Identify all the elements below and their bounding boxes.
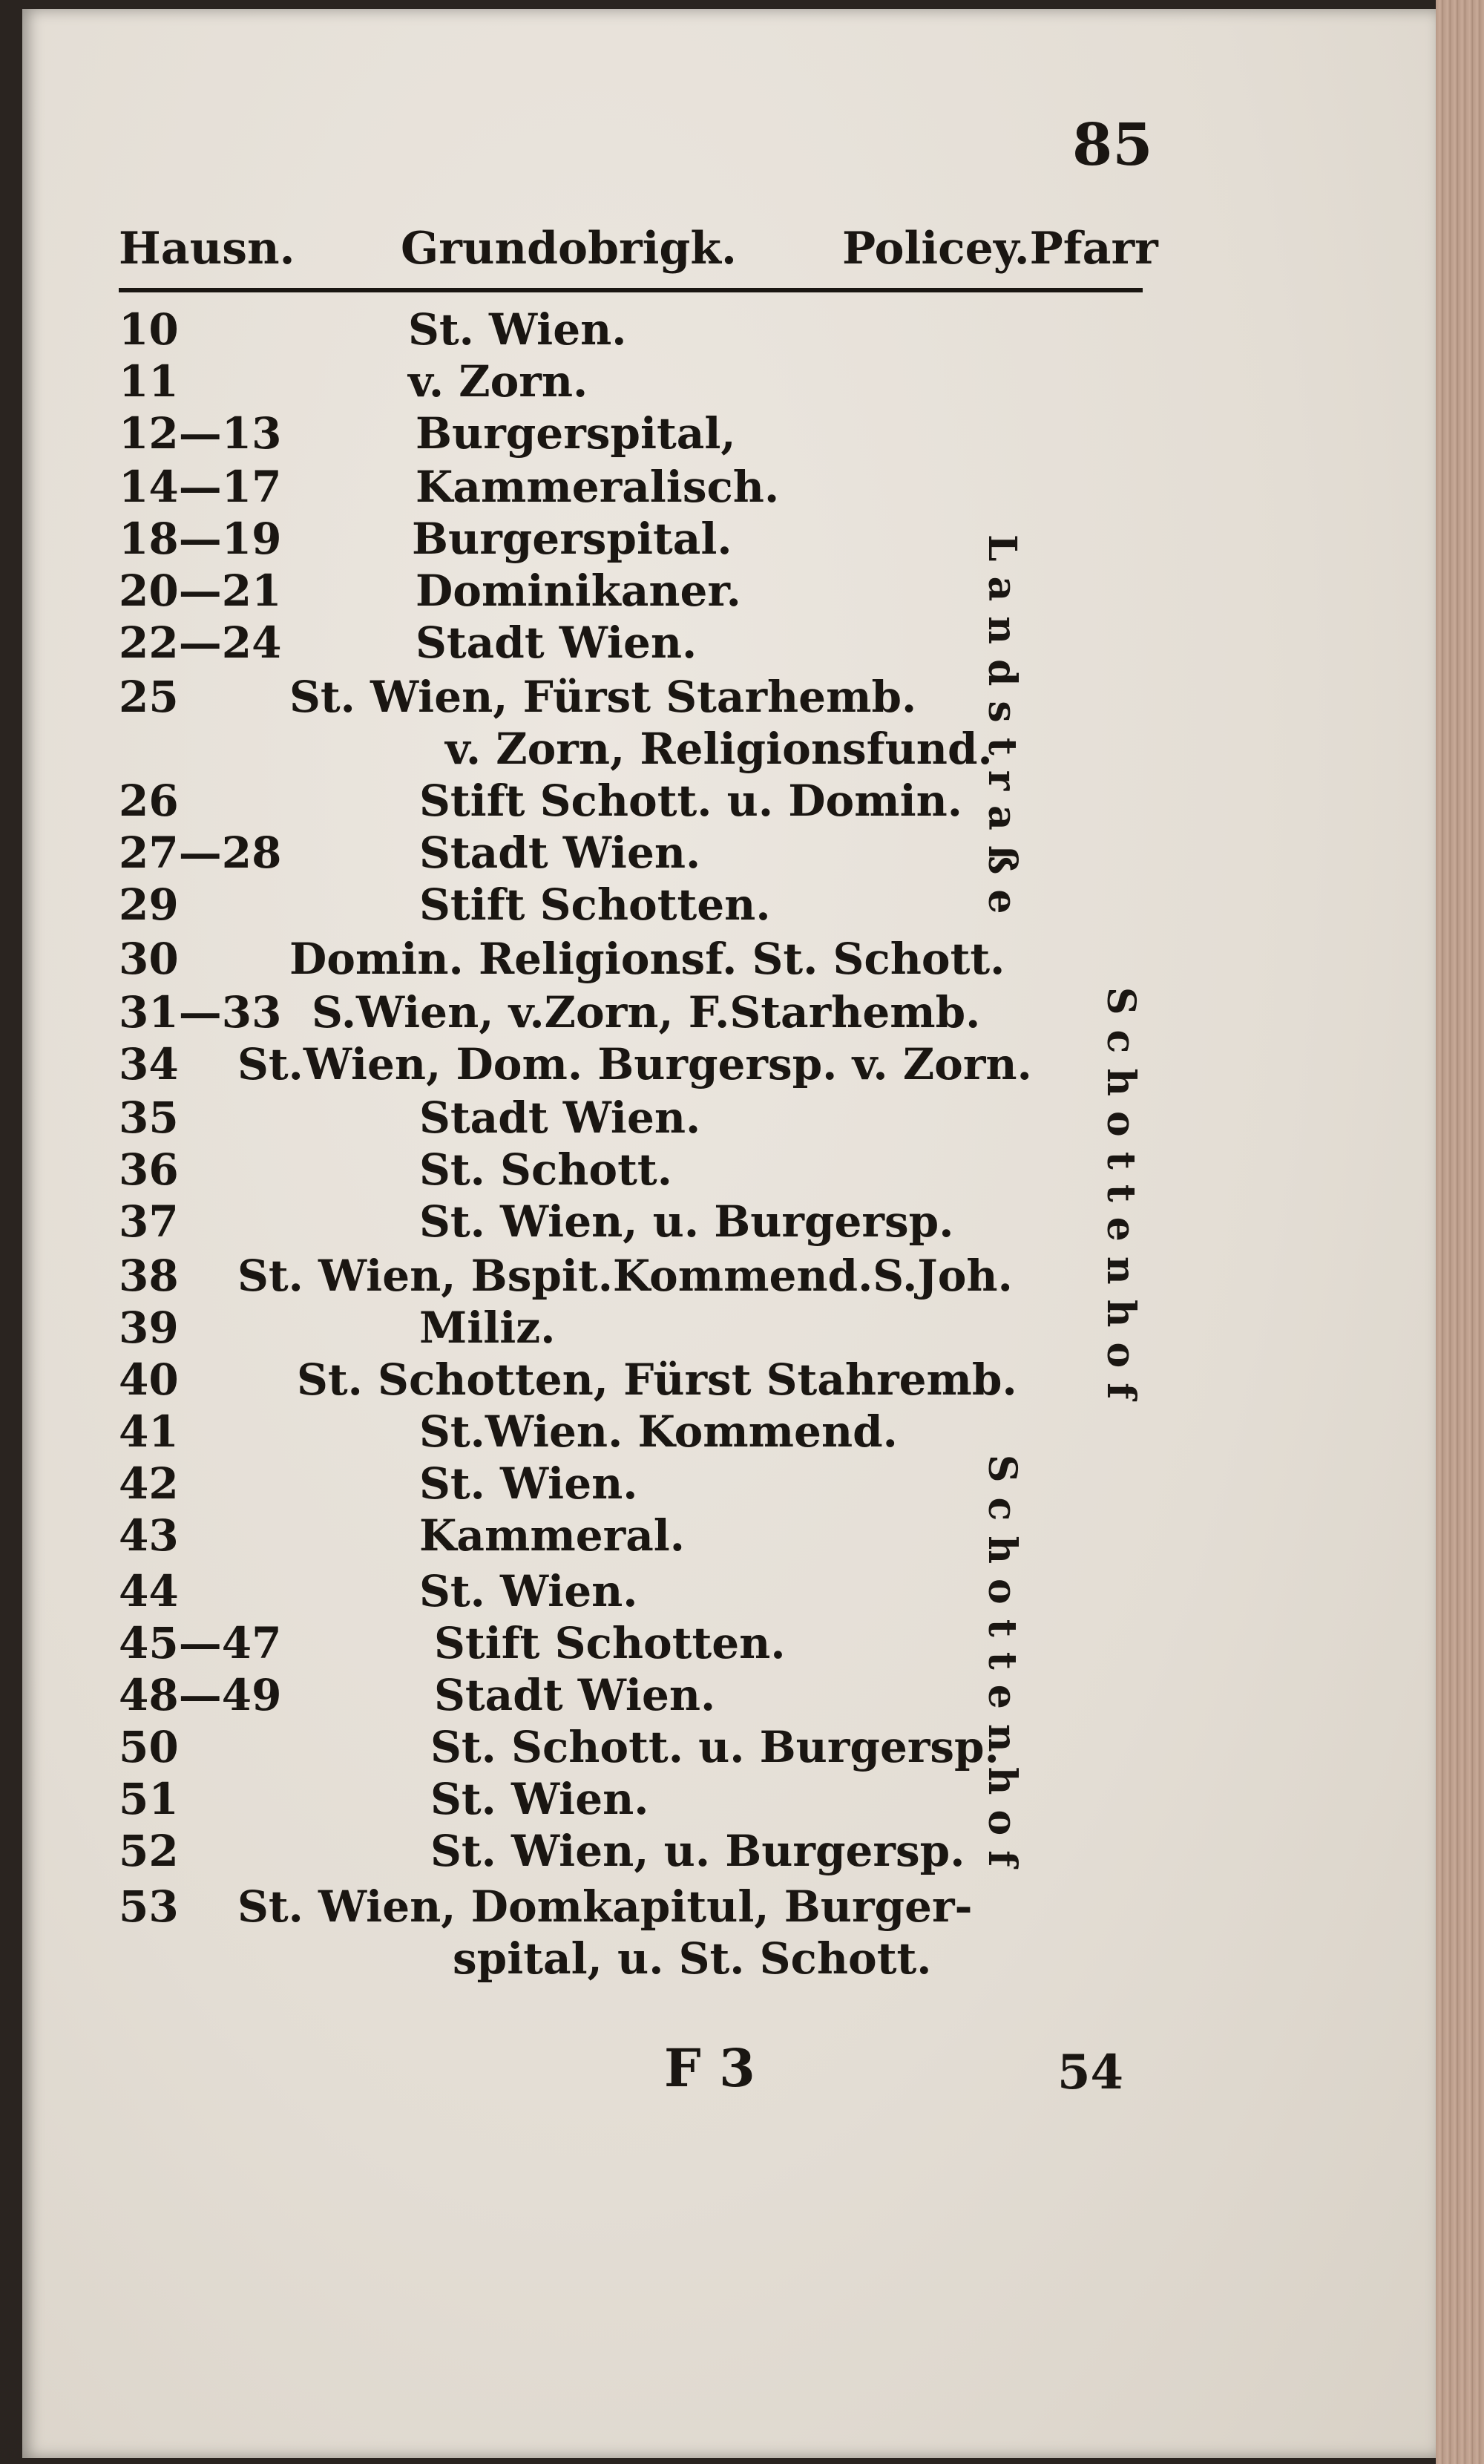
house-number: 53 (119, 1881, 179, 1932)
vertical-label-policey-2: Schottenhof (979, 1455, 1025, 1882)
header-rule (119, 288, 1143, 292)
page-number: 85 (1072, 111, 1153, 179)
table-row (119, 1618, 1009, 1670)
table-row (119, 1933, 1009, 1985)
table-row (119, 1251, 1013, 1303)
land-owner: St.Wien, Dom. Burgersp. v. Zorn. (237, 1039, 1032, 1090)
house-number: 35 (119, 1092, 179, 1143)
land-owner: St. Wien. (408, 304, 627, 355)
land-owner: Burgerspital. (412, 514, 732, 564)
land-owner: Burgerspital, (416, 408, 736, 459)
land-owner: St. Wien, Domkapitul, Burger- (237, 1881, 973, 1932)
land-owner: Domin. Religionsf. St. Schott. (289, 934, 1005, 984)
house-number: 52 (119, 1826, 179, 1876)
house-number: 26 (119, 776, 179, 826)
vertical-label-pfarr: Schottenhof (1098, 987, 1143, 1415)
land-owner: Stift Schott. u. Domin. (419, 776, 962, 826)
table-row (119, 304, 1009, 356)
table-row (119, 566, 1009, 617)
house-number: 14—17 (119, 462, 282, 512)
table-row (119, 1303, 1009, 1354)
house-number: 36 (119, 1144, 179, 1195)
house-number: 38 (119, 1251, 179, 1301)
land-owner: spital, u. St. Schott. (453, 1933, 932, 1984)
land-owner: St. Wien. (419, 1458, 638, 1509)
house-number: 48—49 (119, 1670, 282, 1720)
house-number: 25 (119, 672, 179, 722)
header-house-number: Hausn. (119, 223, 295, 275)
land-owner: St. Wien, Fürst Starhemb. (289, 672, 917, 722)
table-row (119, 879, 1009, 931)
house-number: 43 (119, 1510, 179, 1561)
land-owner: St. Schott. u. Burgersp. (430, 1722, 999, 1772)
table-row (119, 1510, 1009, 1562)
house-number: 11 (119, 356, 179, 407)
table-row (119, 1722, 1009, 1774)
table-row (119, 776, 1009, 828)
house-number: 37 (119, 1196, 179, 1247)
house-number: 50 (119, 1722, 179, 1772)
land-owner: St. Wien, u. Burgersp. (430, 1826, 965, 1876)
house-number: 51 (119, 1774, 179, 1824)
house-number: 31—33 (119, 987, 282, 1038)
land-owner: St. Wien. (430, 1774, 649, 1824)
land-owner: Dominikaner. (416, 566, 741, 616)
house-number: 39 (119, 1303, 179, 1353)
page-edge (1436, 0, 1484, 2464)
house-number: 34 (119, 1039, 179, 1090)
land-owner: S.Wien, v.Zorn, F.Starhemb. (312, 987, 981, 1038)
house-number: 12—13 (119, 408, 282, 459)
land-owner: Stadt Wien. (416, 617, 697, 668)
land-owner: St. Schotten, Fürst Stahremb. (297, 1354, 1017, 1405)
table-row (119, 617, 1009, 669)
table-row (119, 934, 1009, 986)
table-row (119, 408, 1009, 460)
signature-mark: F 3 (664, 2037, 755, 2099)
land-owner: Stadt Wien. (419, 828, 701, 878)
table-row (119, 724, 1009, 776)
house-number: 42 (119, 1458, 179, 1509)
table-row (119, 1670, 1009, 1722)
land-owner: St.Wien. Kommend. (419, 1406, 898, 1457)
table-row (119, 462, 1009, 514)
table-header (119, 223, 1158, 282)
table-row (119, 1826, 1009, 1878)
table-row (119, 1196, 1009, 1248)
land-owner: Stadt Wien. (419, 1092, 701, 1143)
land-owner: Stift Schotten. (434, 1618, 786, 1668)
vertical-label-policey-1: Landstraße (979, 534, 1025, 929)
header-land-owner: Grundobrigk. (401, 223, 737, 275)
house-number: 20—21 (119, 566, 282, 616)
table-row (119, 987, 1009, 1039)
house-number: 40 (119, 1354, 179, 1405)
land-owner: St. Wien, Bspit.Kommend.S.Joh. (237, 1251, 1013, 1301)
house-number: 18—19 (119, 514, 282, 564)
table-row (119, 356, 1009, 408)
catchword: 54 (1057, 2045, 1124, 2100)
table-row (119, 1039, 1032, 1091)
land-owner: Kammeral. (419, 1510, 685, 1561)
table-row (119, 1354, 1017, 1406)
land-owner: Stift Schotten. (419, 879, 771, 930)
house-number: 41 (119, 1406, 179, 1457)
house-number: 44 (119, 1566, 179, 1616)
header-police-parish: Policey.Pfarr (842, 223, 1158, 275)
land-owner: Kammeralisch. (416, 462, 780, 512)
table-row (119, 1774, 1009, 1826)
table-row (119, 1566, 1009, 1618)
land-owner: Stadt Wien. (434, 1670, 716, 1720)
table-row (119, 1092, 1009, 1144)
table-row (119, 1144, 1009, 1196)
house-number: 27—28 (119, 828, 282, 878)
land-owner: St. Wien, u. Burgersp. (419, 1196, 954, 1247)
house-number: 22—24 (119, 617, 282, 668)
land-owner: St. Wien. (419, 1566, 638, 1616)
table-row (119, 1881, 1009, 1933)
land-owner: v. Zorn. (408, 356, 588, 407)
table-row (119, 514, 1009, 566)
house-number: 10 (119, 304, 179, 355)
table-row (119, 672, 1009, 724)
table-row (119, 1458, 1009, 1510)
house-number: 45—47 (119, 1618, 282, 1668)
land-owner: v. Zorn, Religionsfund. (445, 724, 993, 774)
land-owner: St. Schott. (419, 1144, 672, 1195)
table-row (119, 1406, 1009, 1458)
land-owner: Miliz. (419, 1303, 556, 1353)
house-number: 30 (119, 934, 179, 984)
table-row (119, 828, 1009, 879)
house-number: 29 (119, 879, 179, 930)
